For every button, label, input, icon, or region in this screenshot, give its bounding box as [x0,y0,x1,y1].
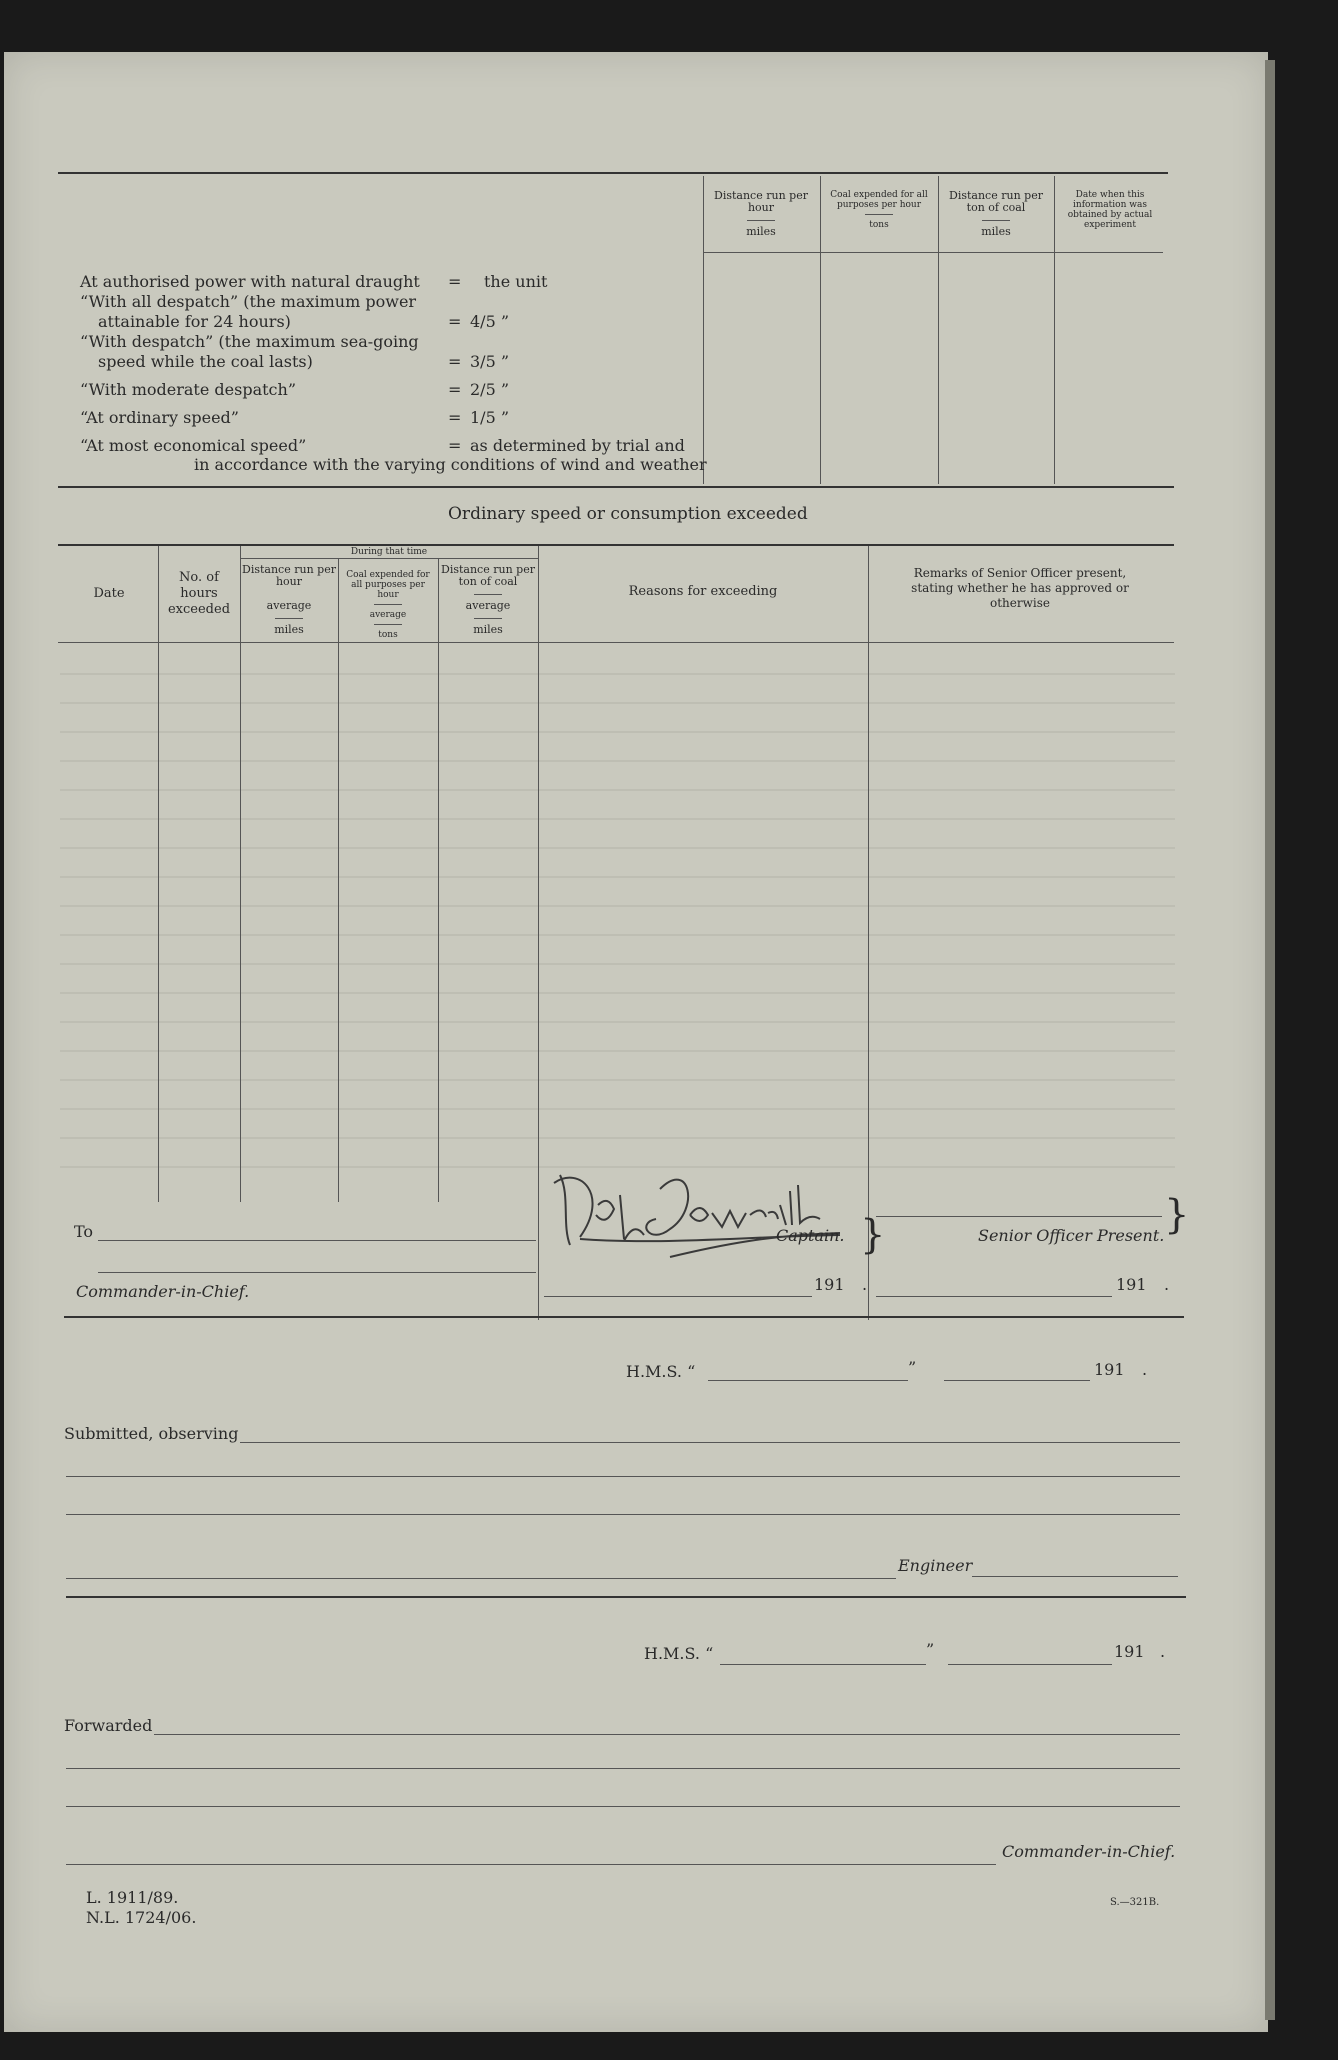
row-eq: = [448,380,462,399]
row-value: 3/5 ” [470,352,510,371]
row-all-despatch: “With all despatch” (the maximum power [80,292,417,311]
row-value: 4/5 ” [470,312,510,331]
section-title: Ordinary speed or consumption exceeded [448,504,808,524]
submission-year: 191 [1094,1360,1125,1379]
row-economical-speed-cont: in accordance with the varying conditions of wind and weather [194,455,707,474]
hms-close-2: ” [926,1640,935,1659]
row-eq: = [448,352,462,371]
to-label: To [74,1222,94,1241]
header-date: Date [93,586,125,601]
header-hours-exceeded: No. of hours exceeded [167,570,231,617]
dot-mark: . [862,1275,868,1294]
cinc-label: Commander-in-Chief. [76,1282,250,1301]
forwarding-year: 191 [1114,1642,1145,1661]
row-moderate-despatch: “With moderate despatch” [80,380,296,399]
captain-signature [540,1155,880,1275]
forwarded-label: Forwarded [64,1716,153,1735]
dot-mark: . [1160,1642,1166,1661]
row-all-despatch-cont: attainable for 24 hours) [98,312,291,331]
hms-label-1: H.M.S. “ [626,1362,696,1381]
reference-1: L. 1911/89. [86,1888,179,1907]
row-eq: = [448,436,462,455]
senior-year: 191 [1116,1275,1147,1294]
hms-label-2: H.M.S. “ [644,1644,714,1663]
row-value: 1/5 ” [470,408,510,427]
row-value: as determined by trial and [470,436,685,455]
senior-officer-label: Senior Officer Present. [978,1226,1165,1245]
header-reasons: Reasons for exceeding [628,584,778,599]
brace-icon: } [860,1212,886,1258]
captain-label: Captain. [776,1226,845,1245]
brace-icon: } [1164,1192,1190,1238]
row-despatch-cont: speed while the coal lasts) [98,352,313,371]
header-remarks: Remarks of Senior Officer present, stating whether he has approved or otherwise [911,566,1129,610]
header-distance-per-hour: Distance run per hour miles [714,189,808,238]
row-value: 2/5 ” [470,380,510,399]
row-eq: = [448,312,462,331]
header-date-information: Date when this information was obtained by actual experiment [1067,190,1153,230]
dot-mark: . [1142,1360,1148,1379]
row-eq: = [448,272,462,291]
row-authorised-power: At authorised power with natural draught [80,272,420,291]
header-dist-per-hour: Distance run per hour average miles [242,563,336,636]
forwarding-cinc-label: Commander-in-Chief. [1002,1842,1176,1861]
row-economical-speed: “At most economical speed” [80,436,307,455]
row-ordinary-speed: “At ordinary speed” [80,408,239,427]
row-value: the unit [484,272,548,291]
header-during-that-time: During that time [350,547,428,557]
header-coal-expended: Coal expended for all purposes per hour tons [830,190,928,230]
dot-mark: . [1164,1275,1170,1294]
header-coal-per-hour: Coal expended for all purposes per hour average tons [346,570,430,640]
row-eq: = [448,408,462,427]
engineer-label: Engineer [898,1556,973,1575]
header-distance-per-ton: Distance run per ton of coal miles [949,189,1043,238]
hms-close-1: ” [908,1358,917,1377]
header-dist-per-ton: Distance run per ton of coal average miles [441,563,535,636]
form-number: S.—321B. [1110,1897,1160,1908]
reference-2: N.L. 1724/06. [86,1908,197,1927]
captain-year: 191 [814,1275,845,1294]
row-despatch: “With despatch” (the maximum sea-going [80,332,419,351]
submitted-label: Submitted, observing [64,1424,239,1443]
